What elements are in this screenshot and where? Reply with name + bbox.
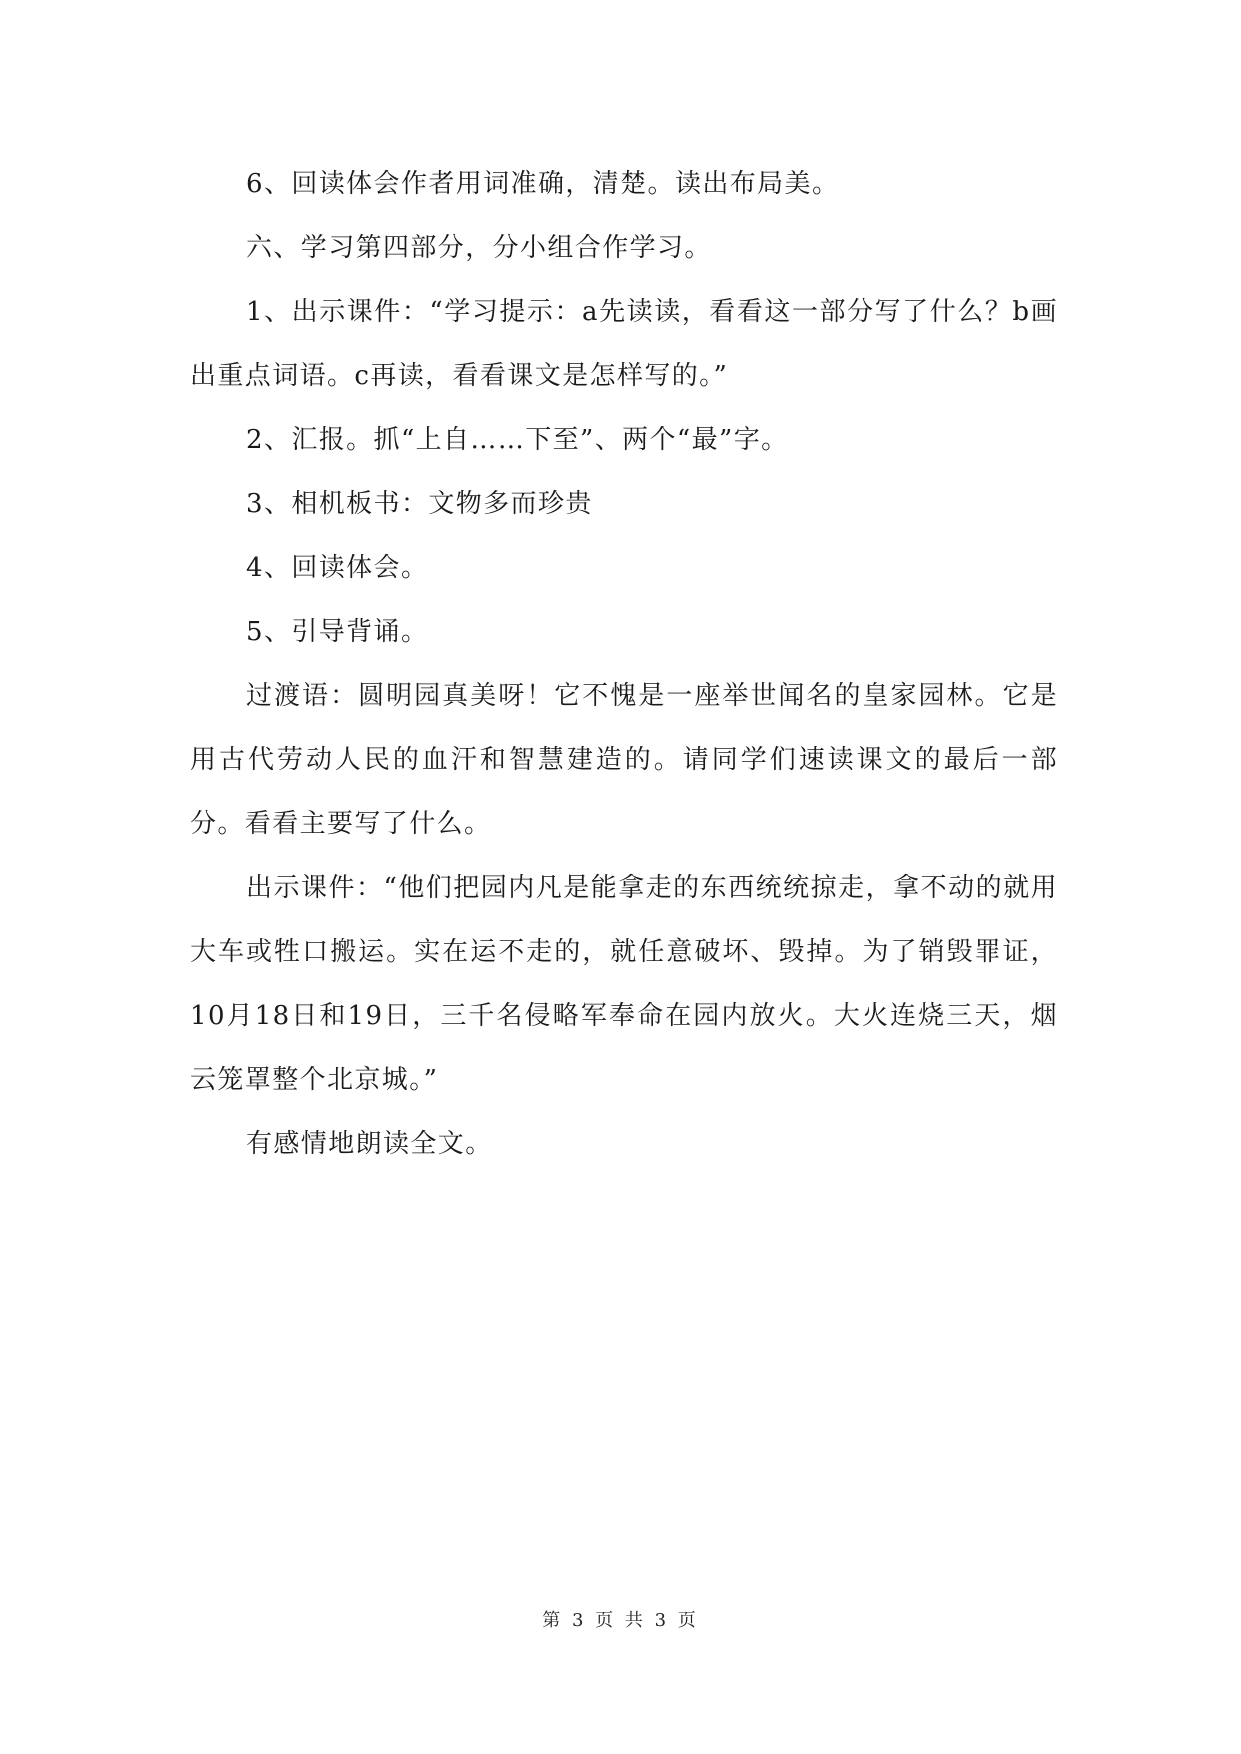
paragraph-step-6: 6、回读体会作者用词准确，清楚。读出布局美。 <box>246 169 840 199</box>
paragraph-step-2: 2、汇报。抓“上自……下至”、两个“最”字。 <box>246 425 789 455</box>
paragraph-courseware-quote: 出示课件：“他们把园内凡是能拿走的东西统统掠走，拿不动的就用大车或牲口搬运。实在运不走的，就任意破坏、毁掉。为了销毁罪证，10月18日和19日，三千名侵略军奉命在园内放火。大火连烧三天，烟云笼罩整个北京城。” <box>190 873 1058 1095</box>
paragraph-read-aloud: 有感情地朗读全文。 <box>246 1129 493 1159</box>
document-body <box>190 152 1058 1176</box>
paragraph-transition: 过渡语：圆明园真美呀！它不愧是一座举世闻名的皇家园林。它是用古代劳动人民的血汗和智慧建造的。请同学们速读课文的最后一部分。看看主要写了什么。 <box>190 681 1058 839</box>
paragraph-step-5: 5、引导背诵。 <box>246 617 429 647</box>
paragraph-step-4: 4、回读体会。 <box>246 553 429 583</box>
paragraph-step-1: 1、出示课件：“学习提示：a先读读，看看这一部分写了什么？b画出重点词语。c再读，看看课文是怎样写的。” <box>190 297 1058 391</box>
paragraph-step-3: 3、相机板书：文物多而珍贵 <box>246 489 593 519</box>
page-number-footer: 第 3 页 共 3 页 <box>542 1610 699 1631</box>
paragraph-section-6-heading: 六、学习第四部分，分小组合作学习。 <box>246 233 712 263</box>
